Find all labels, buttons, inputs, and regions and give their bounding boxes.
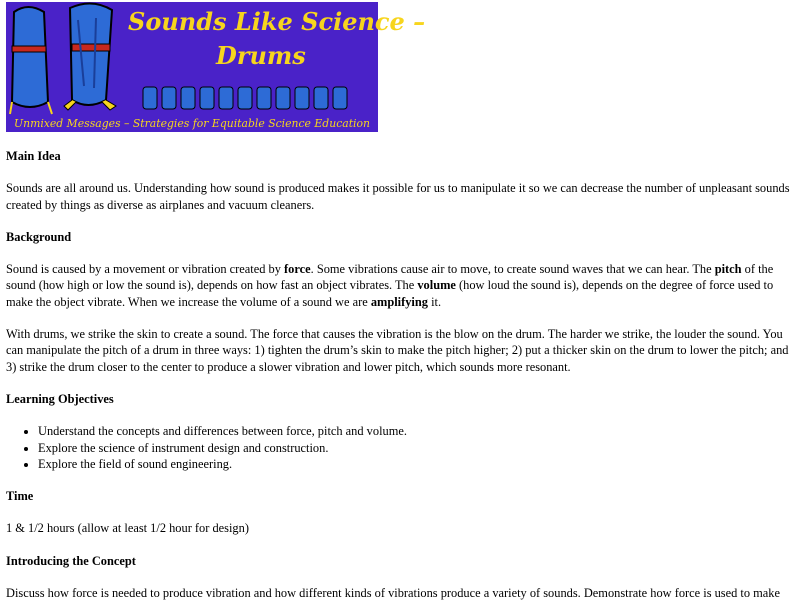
banner-title-line2: Drums [216,41,306,70]
term-force: force [284,262,311,277]
list-item: • Explore the science of instrument design and construction. [38,440,796,456]
main-idea-text: Sounds are all around us. Understanding how sound is produced makes it possible for us to manipulate it so we can decrease the number of unpleasant sounds created by things as diverse as airplanes and vacuum cleaners. [6,181,790,212]
list-item: • Explore the field of sound engineering. [38,456,796,472]
list-item: • Understand the concepts and differences between force, pitch and volume. [38,423,796,439]
learning-objectives-list [6,423,796,472]
main-idea-heading: Main Idea [6,149,61,163]
background-heading: Background [6,229,72,244]
small-drums-row [143,87,347,109]
term-amplifying: amplifying [370,294,428,309]
time-heading: Time [6,489,34,504]
background-text: it. [427,294,442,309]
learning-objectives-heading: Learning Objectives [6,391,114,406]
banner-tagline: Unmixed Messages – Strategies for Equitable Science Education [14,117,370,130]
introducing-heading: Introducing the Concept [6,553,136,568]
background-text: (how loud the sound is), depends on the degree of force used to make the object vibrate. When we increase the volume of a sound we are [6,278,774,309]
background-text: . Some vibrations cause air to move, to create sound waves that we can hear. The [310,262,715,277]
article-content [6,148,796,601]
background-text: of the sound (how high or low the sound is), depends on how fast an object vibrates. The [6,262,774,293]
banner-title-line1: Sounds Like Science – [128,7,426,36]
time-text: 1 & 1/2 hours (allow at least 1/2 hour for design) [6,521,249,536]
banner-image [6,2,426,132]
term-volume: volume [417,278,456,293]
background-paragraph-2: With drums, we strike the skin to create a sound. The force that causes the vibration is the blow on the drum. The harder we strike, the louder the sound. You can manipulate the pitch of a drum in three ways: 1) tighten the drum’s skin to make the pitch higher; 2) put a thicker skin on the drum to lower the pitch; and 3) strike the drum closer to the center to produce a slower vibration and lower pitch, which sounds more resonant. [6,327,789,374]
background-text: Sound is caused by a movement or vibration created by [6,262,285,277]
introducing-text: Discuss how force is needed to produce vibration and how different kinds of vibrations produce a variety of sounds. Demonstrate how force is used to make [6,586,780,601]
background-paragraph-1 [6,261,796,310]
term-pitch: pitch [714,262,742,277]
